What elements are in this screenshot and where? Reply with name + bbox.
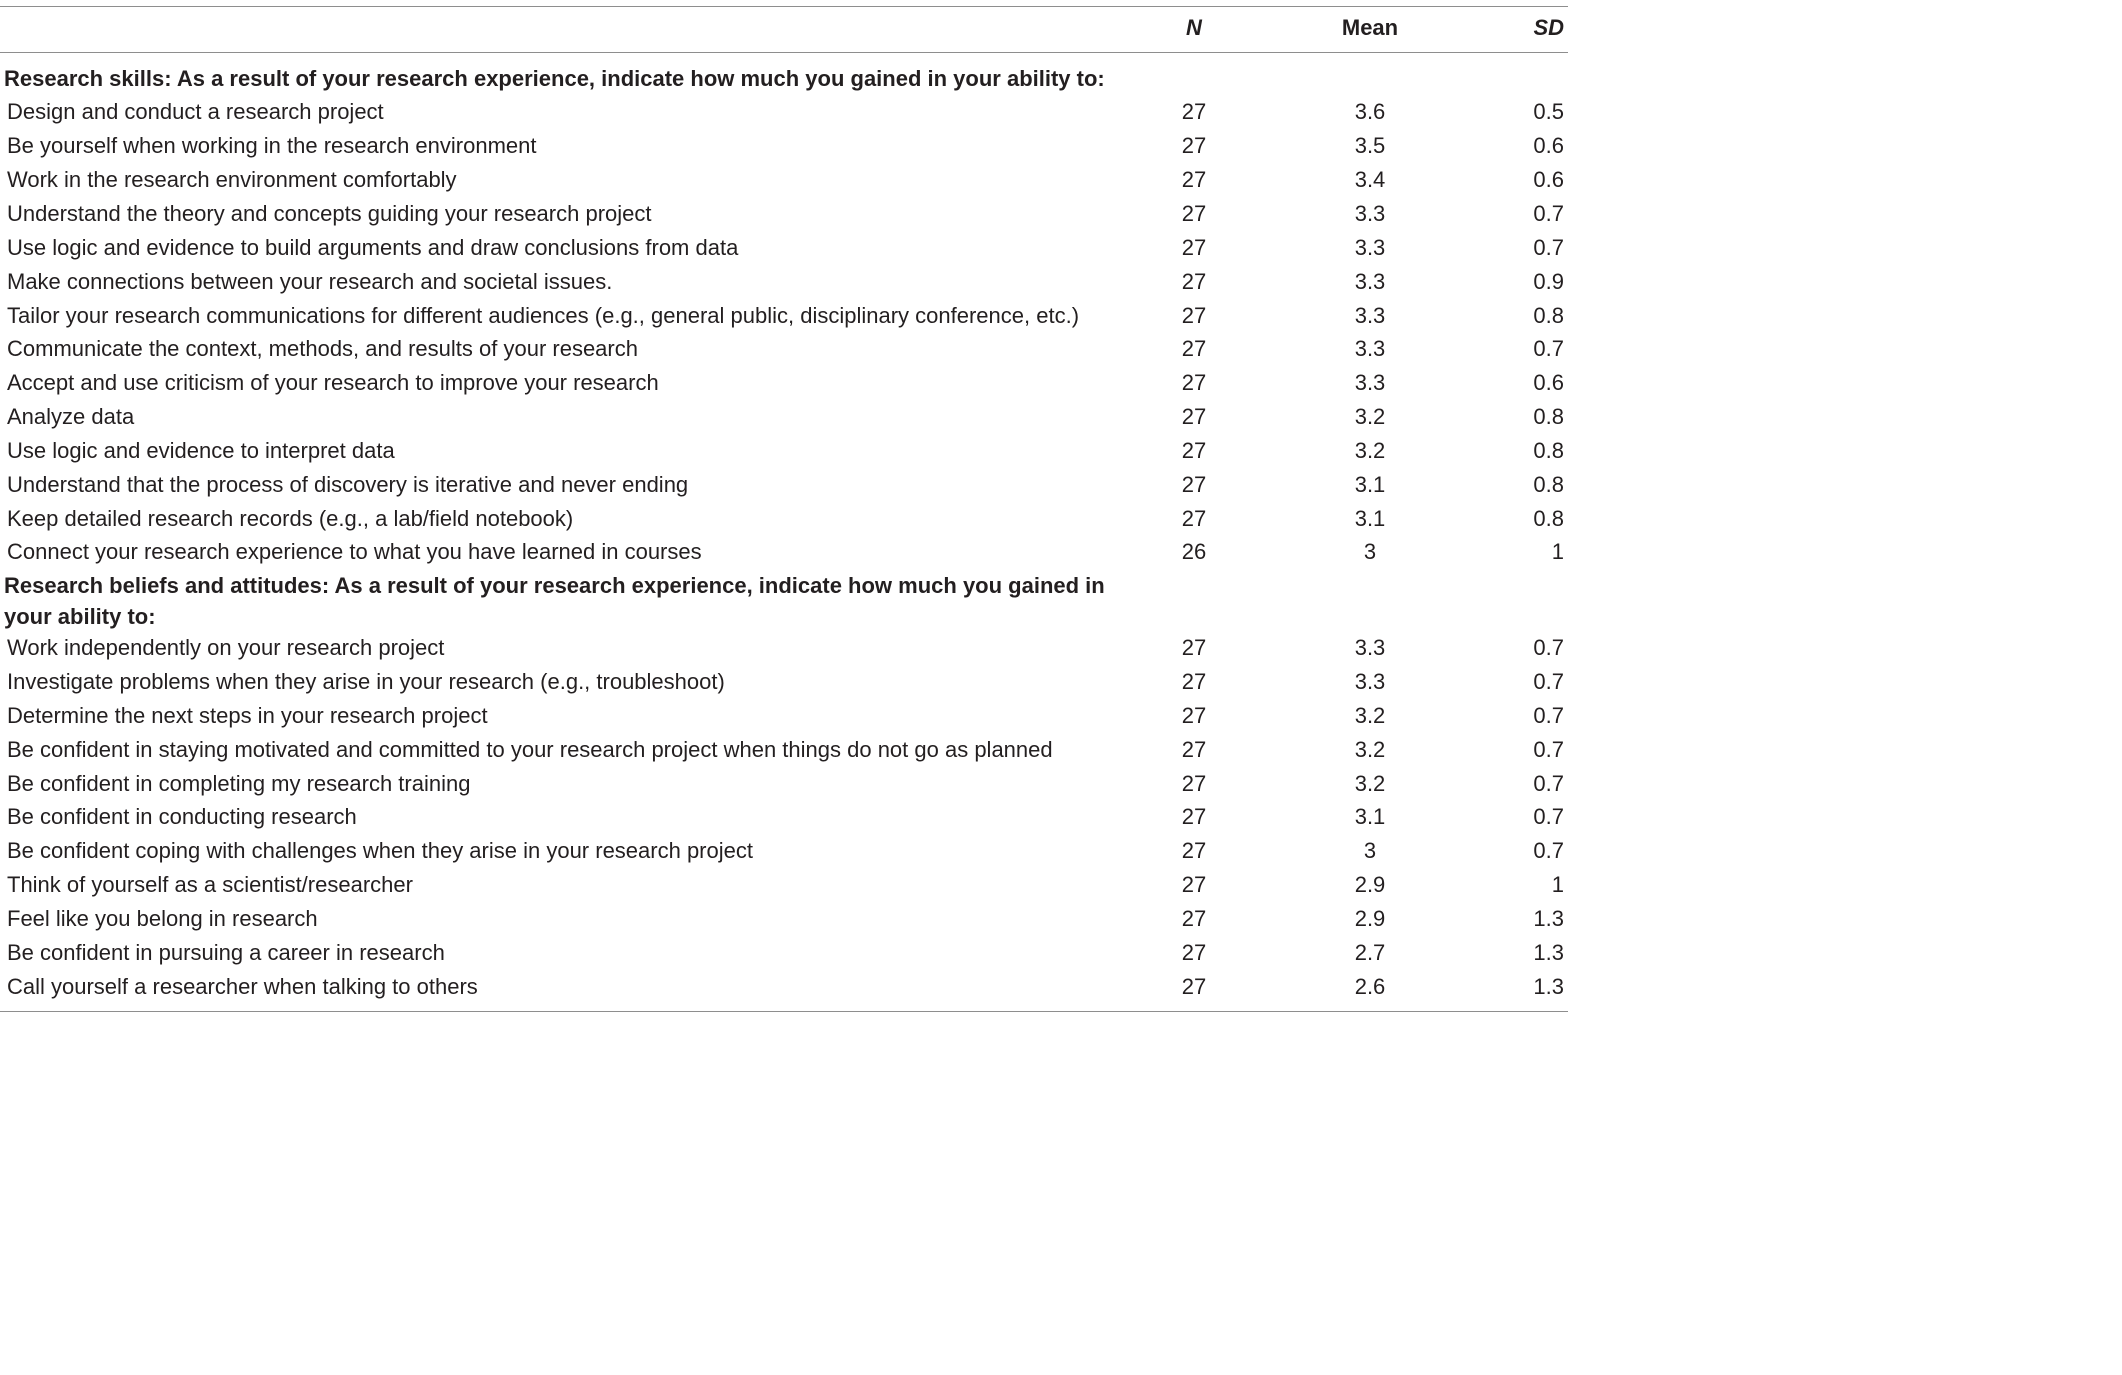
- row-n: 27: [1181, 906, 1207, 931]
- row-n: 27: [1181, 737, 1207, 762]
- row-mean: 3.1: [1354, 472, 1386, 497]
- row-n: 27: [1181, 940, 1207, 965]
- row-sd: 0.7: [1533, 737, 1564, 762]
- row-label: Be yourself when working in the research environment: [7, 133, 537, 158]
- row-mean: 3.3: [1354, 669, 1386, 694]
- row-mean: 3.3: [1354, 235, 1386, 260]
- row-n: 27: [1181, 370, 1207, 395]
- row-mean: 3.3: [1354, 635, 1386, 660]
- row-label: Communicate the context, methods, and results of your research: [7, 336, 638, 361]
- row-mean: 3.3: [1354, 370, 1386, 395]
- table-row: [0, 366, 1568, 400]
- table-row: [0, 129, 1568, 163]
- table-row: [0, 936, 1568, 970]
- table-row: [0, 800, 1568, 834]
- row-n: 27: [1181, 472, 1207, 497]
- row-sd: 0.7: [1533, 201, 1564, 226]
- table-row: [0, 868, 1568, 902]
- table-bottom-rule: [0, 1011, 1568, 1012]
- row-label: Think of yourself as a scientist/researcher: [7, 872, 413, 897]
- row-sd: 0.6: [1533, 370, 1564, 395]
- row-mean: 2.7: [1354, 940, 1386, 965]
- row-mean: 2.6: [1354, 974, 1386, 999]
- row-mean: 3.2: [1354, 404, 1386, 429]
- row-label: Understand the theory and concepts guiding your research project: [7, 201, 652, 226]
- table-row: [0, 163, 1568, 197]
- column-header-sd: SD: [1533, 15, 1564, 40]
- row-n: 27: [1181, 404, 1207, 429]
- row-mean: 3.3: [1354, 336, 1386, 361]
- section-heading-research-skills: Research skills: As a result of your research experience, indicate how much you gained in your ability to:: [4, 66, 1105, 91]
- row-sd: 0.8: [1533, 506, 1564, 531]
- row-n: 27: [1181, 804, 1207, 829]
- table-row: [0, 468, 1568, 502]
- row-label: Analyze data: [7, 404, 135, 429]
- row-sd: 0.6: [1533, 167, 1564, 192]
- row-sd: 0.7: [1533, 771, 1564, 796]
- row-label: Accept and use criticism of your research to improve your research: [7, 370, 659, 395]
- row-sd: 1.3: [1533, 940, 1564, 965]
- table-row: [0, 197, 1568, 231]
- row-n: 27: [1181, 438, 1207, 463]
- row-sd: 0.6: [1533, 133, 1564, 158]
- row-label: Keep detailed research records (e.g., a lab/field notebook): [7, 506, 574, 531]
- row-label: Design and conduct a research project: [7, 99, 384, 124]
- table-row: [0, 631, 1568, 665]
- row-mean: 3: [1363, 539, 1377, 564]
- row-n: 27: [1181, 336, 1207, 361]
- row-mean: 3.5: [1354, 133, 1386, 158]
- table-row: [0, 699, 1568, 733]
- row-n: 27: [1181, 635, 1207, 660]
- row-n: 27: [1181, 771, 1207, 796]
- row-mean: 3.2: [1354, 771, 1386, 796]
- row-n: 27: [1181, 269, 1207, 294]
- row-mean: 3.3: [1354, 269, 1386, 294]
- row-label: Be confident in completing my research training: [7, 771, 471, 796]
- row-mean: 3.4: [1354, 167, 1386, 192]
- row-mean: 3.2: [1354, 703, 1386, 728]
- row-sd: 1.3: [1533, 974, 1564, 999]
- table-row: [0, 332, 1568, 366]
- row-n: 27: [1181, 974, 1207, 999]
- row-sd: 0.7: [1533, 804, 1564, 829]
- row-n: 27: [1181, 703, 1207, 728]
- row-label: Investigate problems when they arise in your research (e.g., troubleshoot): [7, 669, 725, 694]
- table-row: [0, 95, 1568, 129]
- row-mean: 2.9: [1354, 872, 1386, 897]
- table-row: [0, 265, 1568, 299]
- row-mean: 3.1: [1354, 804, 1386, 829]
- table-row: [0, 902, 1568, 936]
- row-label: Work independently on your research project: [7, 635, 445, 660]
- row-mean: 3.3: [1354, 303, 1386, 328]
- table-row: [0, 535, 1568, 569]
- row-sd: 0.7: [1533, 235, 1564, 260]
- row-n: 27: [1181, 99, 1207, 124]
- row-sd: 0.8: [1533, 438, 1564, 463]
- row-label: Connect your research experience to what you have learned in courses: [7, 539, 702, 564]
- row-label: Understand that the process of discovery is iterative and never ending: [7, 472, 689, 497]
- row-sd: 0.8: [1533, 404, 1564, 429]
- row-sd: 0.5: [1533, 99, 1564, 124]
- row-n: 27: [1181, 167, 1207, 192]
- table-row: [0, 970, 1568, 1004]
- column-header-mean: Mean: [1341, 15, 1399, 40]
- header-rule: [0, 52, 1568, 53]
- table-row: [0, 231, 1568, 265]
- row-mean: 3.2: [1354, 737, 1386, 762]
- row-label: Tailor your research communications for different audiences (e.g., general public, disciplinary conference, etc.): [7, 303, 1080, 328]
- row-n: 27: [1181, 506, 1207, 531]
- row-n: 27: [1181, 201, 1207, 226]
- row-n: 27: [1181, 133, 1207, 158]
- row-sd: 1: [1551, 539, 1564, 564]
- row-label: Make connections between your research and societal issues.: [7, 269, 613, 294]
- row-sd: 1: [1551, 872, 1564, 897]
- row-n: 27: [1181, 303, 1207, 328]
- row-label: Be confident in staying motivated and committed to your research project when things do not go as planned: [7, 737, 1053, 762]
- row-label: Determine the next steps in your research project: [7, 703, 488, 728]
- row-mean: 3.6: [1354, 99, 1386, 124]
- row-label: Be confident in conducting research: [7, 804, 357, 829]
- table-row: [0, 665, 1568, 699]
- table-row: [0, 299, 1568, 333]
- row-label: Be confident coping with challenges when they arise in your research project: [7, 838, 753, 863]
- table-row: [0, 834, 1568, 868]
- table-row: [0, 400, 1568, 434]
- column-header-n: N: [1186, 15, 1202, 40]
- row-sd: 0.7: [1533, 838, 1564, 863]
- section-heading-beliefs-attitudes: Research beliefs and attitudes: As a result of your research experience, indicate how much you gained in your ability to:: [4, 573, 1105, 629]
- row-label: Use logic and evidence to interpret data: [7, 438, 395, 463]
- row-n: 26: [1181, 539, 1207, 564]
- row-mean: 3: [1363, 838, 1377, 863]
- row-mean: 2.9: [1354, 906, 1386, 931]
- row-label: Feel like you belong in research: [7, 906, 318, 931]
- table-row: [0, 767, 1568, 801]
- row-mean: 3.3: [1354, 201, 1386, 226]
- row-sd: 0.7: [1533, 635, 1564, 660]
- row-sd: 0.7: [1533, 336, 1564, 361]
- row-label: Be confident in pursuing a career in research: [7, 940, 445, 965]
- row-n: 27: [1181, 235, 1207, 260]
- row-mean: 3.1: [1354, 506, 1386, 531]
- row-sd: 1.3: [1533, 906, 1564, 931]
- row-sd: 0.8: [1533, 303, 1564, 328]
- row-mean: 3.2: [1354, 438, 1386, 463]
- row-sd: 0.9: [1533, 269, 1564, 294]
- row-label: Work in the research environment comfortably: [7, 167, 457, 192]
- row-n: 27: [1181, 838, 1207, 863]
- table-top-rule: [0, 6, 1568, 7]
- row-sd: 0.7: [1533, 669, 1564, 694]
- row-n: 27: [1181, 669, 1207, 694]
- row-sd: 0.8: [1533, 472, 1564, 497]
- table-row: [0, 434, 1568, 468]
- row-sd: 0.7: [1533, 703, 1564, 728]
- table-row: [0, 733, 1568, 767]
- row-label: Call yourself a researcher when talking to others: [7, 974, 478, 999]
- row-n: 27: [1181, 872, 1207, 897]
- table-row: [0, 502, 1568, 536]
- row-label: Use logic and evidence to build arguments and draw conclusions from data: [7, 235, 739, 260]
